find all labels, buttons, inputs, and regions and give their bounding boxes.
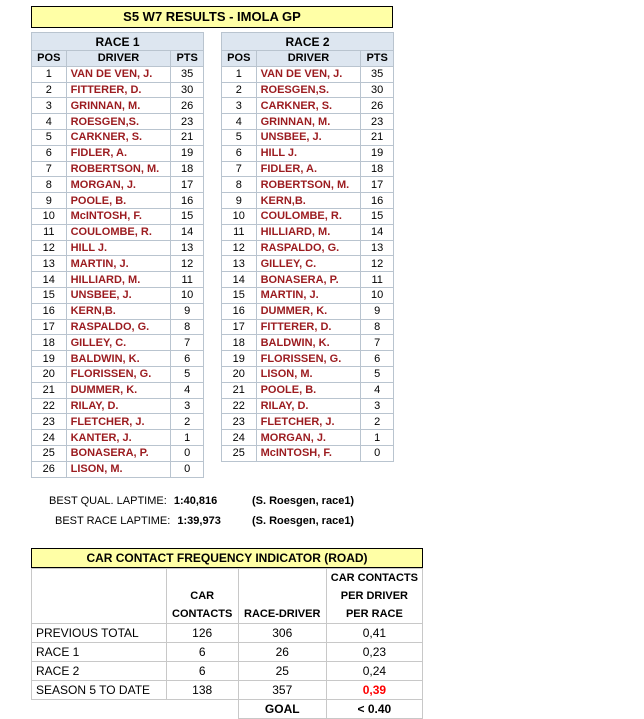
position-cell: 9: [32, 193, 67, 209]
position-cell: 15: [222, 287, 257, 303]
ccfi-race-driver: 306: [238, 624, 326, 643]
table-row: [32, 287, 204, 303]
ccfi-row-label: PREVIOUS TOTAL: [32, 624, 167, 643]
driver-cell: UNSBEE, J.: [66, 287, 171, 303]
ccfi-ratio: 0,23: [326, 643, 422, 662]
points-cell: 3: [171, 398, 204, 414]
driver-cell: ROESGEN,S.: [66, 114, 171, 130]
table-row: [32, 66, 204, 82]
points-cell: 12: [171, 256, 204, 272]
points-cell: 17: [361, 177, 394, 193]
table-row: [32, 224, 204, 240]
points-cell: 13: [171, 240, 204, 256]
points-cell: 26: [171, 98, 204, 114]
driver-cell: HILL J.: [256, 145, 361, 161]
ccfi-header-per-race: CAR CONTACTS PER DRIVER PER RACE: [326, 569, 422, 624]
position-cell: 20: [32, 366, 67, 382]
ccfi-race-driver: 26: [238, 643, 326, 662]
points-cell: 16: [361, 193, 394, 209]
driver-cell: VAN DE VEN, J.: [256, 66, 361, 82]
driver-cell: BONASERA, P.: [66, 445, 171, 461]
points-cell: 6: [361, 351, 394, 367]
driver-cell: DUMMER, K.: [256, 303, 361, 319]
points-cell: 9: [171, 303, 204, 319]
position-cell: 6: [32, 145, 67, 161]
position-cell: 4: [222, 114, 257, 130]
points-cell: 11: [171, 272, 204, 288]
ccfi-header-contacts: CAR CONTACTS: [166, 569, 238, 624]
driver-cell: ROBERTSON, M.: [256, 177, 361, 193]
position-cell: 4: [32, 114, 67, 130]
driver-cell: FLORISSEN, G.: [66, 366, 171, 382]
points-cell: 6: [171, 351, 204, 367]
table-row: [32, 430, 204, 446]
table-row: [32, 398, 204, 414]
race1-header-pts: PTS: [171, 51, 204, 67]
table-row: [32, 193, 204, 209]
points-cell: 14: [171, 224, 204, 240]
ccfi-contacts: 6: [166, 662, 238, 681]
table-row: [32, 272, 204, 288]
points-cell: 30: [361, 82, 394, 98]
table-row: [222, 319, 394, 335]
points-cell: 17: [171, 177, 204, 193]
table-row: [222, 430, 394, 446]
driver-cell: FLETCHER, J.: [256, 414, 361, 430]
position-cell: 19: [222, 351, 257, 367]
ccfi-row: [32, 624, 423, 643]
ccfi-ratio: 0,24: [326, 662, 422, 681]
table-row: [32, 303, 204, 319]
driver-cell: COULOMBE, R.: [256, 208, 361, 224]
driver-cell: GILLEY, C.: [66, 335, 171, 351]
position-cell: 23: [32, 414, 67, 430]
position-cell: 16: [222, 303, 257, 319]
points-cell: 18: [171, 161, 204, 177]
position-cell: 5: [32, 129, 67, 145]
position-cell: 2: [32, 82, 67, 98]
table-row: [32, 256, 204, 272]
ccfi-header-race-driver: RACE-DRIVER: [238, 569, 326, 624]
points-cell: 18: [361, 161, 394, 177]
table-row: [222, 177, 394, 193]
table-row: [222, 303, 394, 319]
position-cell: 24: [222, 430, 257, 446]
driver-cell: KERN,B.: [256, 193, 361, 209]
table-row: [222, 161, 394, 177]
position-cell: 21: [222, 382, 257, 398]
driver-cell: RILAY, D.: [256, 398, 361, 414]
race2-header-pts: PTS: [361, 51, 394, 67]
points-cell: 4: [361, 382, 394, 398]
table-row: [222, 445, 394, 461]
ccfi-row-label: RACE 1: [32, 643, 167, 662]
position-cell: 22: [32, 398, 67, 414]
position-cell: 2: [222, 82, 257, 98]
position-cell: 1: [222, 66, 257, 82]
position-cell: 19: [32, 351, 67, 367]
points-cell: 15: [171, 208, 204, 224]
points-cell: 19: [361, 145, 394, 161]
ccfi-contacts: 126: [166, 624, 238, 643]
position-cell: 21: [32, 382, 67, 398]
position-cell: 10: [32, 208, 67, 224]
position-cell: 13: [222, 256, 257, 272]
table-row: [222, 145, 394, 161]
ccfi-table: [31, 568, 423, 719]
ccfi-race-driver: 25: [238, 662, 326, 681]
ccfi-ratio: 0,39: [326, 681, 422, 700]
position-cell: 3: [32, 98, 67, 114]
ccfi-row: [32, 681, 423, 700]
points-cell: 23: [171, 114, 204, 130]
points-cell: 3: [361, 398, 394, 414]
table-row: [222, 224, 394, 240]
points-cell: 10: [361, 287, 394, 303]
table-row: [32, 335, 204, 351]
position-cell: 25: [32, 445, 67, 461]
table-row: [222, 82, 394, 98]
driver-cell: GILLEY, C.: [256, 256, 361, 272]
table-row: [222, 398, 394, 414]
table-row: [222, 66, 394, 82]
driver-cell: LISON, M.: [66, 461, 171, 477]
position-cell: 15: [32, 287, 67, 303]
points-cell: 0: [171, 445, 204, 461]
points-cell: 26: [361, 98, 394, 114]
table-row: [222, 256, 394, 272]
table-row: [222, 351, 394, 367]
driver-cell: GRINNAN, M.: [66, 98, 171, 114]
table-row: [222, 382, 394, 398]
ccfi-row: [32, 643, 423, 662]
table-row: [222, 335, 394, 351]
points-cell: 13: [361, 240, 394, 256]
position-cell: 24: [32, 430, 67, 446]
driver-cell: CARKNER, S.: [66, 129, 171, 145]
points-cell: 1: [361, 430, 394, 446]
position-cell: 26: [32, 461, 67, 477]
table-row: [32, 382, 204, 398]
best-qual-label: BEST QUAL. LAPTIME:: [49, 495, 167, 507]
driver-cell: McINTOSH, F.: [66, 208, 171, 224]
table-row: [222, 272, 394, 288]
driver-cell: FIDLER, A.: [66, 145, 171, 161]
position-cell: 12: [222, 240, 257, 256]
best-qual-driver: (S. Roesgen, race1): [252, 495, 355, 507]
position-cell: 23: [222, 414, 257, 430]
points-cell: 16: [171, 193, 204, 209]
table-row: [32, 129, 204, 145]
driver-cell: BALDWIN, K.: [66, 351, 171, 367]
best-qual-laptime: [49, 495, 217, 507]
position-cell: 18: [222, 335, 257, 351]
race1-results-table: [31, 32, 204, 478]
driver-cell: KERN,B.: [66, 303, 171, 319]
table-row: [32, 177, 204, 193]
table-row: [32, 414, 204, 430]
page-title: S5 W7 RESULTS - IMOLA GP: [31, 6, 393, 28]
ccfi-goal-label: GOAL: [238, 700, 326, 719]
ccfi-header-blank: [32, 569, 167, 624]
driver-cell: HILLIARD, M.: [256, 224, 361, 240]
driver-cell: DUMMER, K.: [66, 382, 171, 398]
position-cell: 12: [32, 240, 67, 256]
points-cell: 15: [361, 208, 394, 224]
points-cell: 14: [361, 224, 394, 240]
driver-cell: RASPALDO, G.: [256, 240, 361, 256]
position-cell: 18: [32, 335, 67, 351]
table-row: [32, 240, 204, 256]
driver-cell: VAN DE VEN, J.: [66, 66, 171, 82]
driver-cell: RILAY, D.: [66, 398, 171, 414]
points-cell: 30: [171, 82, 204, 98]
points-cell: 10: [171, 287, 204, 303]
position-cell: 13: [32, 256, 67, 272]
table-row: [222, 114, 394, 130]
table-row: [32, 145, 204, 161]
race2-header-pos: POS: [222, 51, 257, 67]
driver-cell: FLORISSEN, G.: [256, 351, 361, 367]
position-cell: 16: [32, 303, 67, 319]
points-cell: 8: [361, 319, 394, 335]
table-row: [32, 82, 204, 98]
driver-cell: MARTIN, J.: [256, 287, 361, 303]
points-cell: 19: [171, 145, 204, 161]
table-row: [222, 129, 394, 145]
driver-cell: COULOMBE, R.: [66, 224, 171, 240]
race1-header-driver: DRIVER: [66, 51, 171, 67]
table-row: [222, 193, 394, 209]
table-row: [222, 366, 394, 382]
table-row: [222, 98, 394, 114]
driver-cell: HILL J.: [66, 240, 171, 256]
points-cell: 0: [171, 461, 204, 477]
ccfi-row-label: SEASON 5 TO DATE: [32, 681, 167, 700]
position-cell: 17: [32, 319, 67, 335]
ccfi-title: CAR CONTACT FREQUENCY INDICATOR (ROAD): [31, 548, 423, 568]
driver-cell: MARTIN, J.: [66, 256, 171, 272]
driver-cell: FIDLER, A.: [256, 161, 361, 177]
table-row: [32, 319, 204, 335]
position-cell: 10: [222, 208, 257, 224]
best-race-driver: (S. Roesgen, race1): [252, 515, 355, 527]
table-row: [32, 208, 204, 224]
driver-cell: MORGAN, J.: [256, 430, 361, 446]
position-cell: 8: [222, 177, 257, 193]
points-cell: 4: [171, 382, 204, 398]
table-row: [32, 445, 204, 461]
position-cell: 1: [32, 66, 67, 82]
best-race-laptime: [55, 515, 221, 527]
driver-cell: FITTERER, D.: [66, 82, 171, 98]
table-row: [32, 351, 204, 367]
driver-cell: BONASERA, P.: [256, 272, 361, 288]
driver-cell: CARKNER, S.: [256, 98, 361, 114]
table-row: [222, 414, 394, 430]
points-cell: 35: [171, 66, 204, 82]
ccfi-race-driver: 357: [238, 681, 326, 700]
driver-cell: UNSBEE, J.: [256, 129, 361, 145]
points-cell: 11: [361, 272, 394, 288]
driver-cell: GRINNAN, M.: [256, 114, 361, 130]
points-cell: 35: [361, 66, 394, 82]
driver-cell: MORGAN, J.: [66, 177, 171, 193]
points-cell: 21: [361, 129, 394, 145]
points-cell: 0: [361, 445, 394, 461]
points-cell: 8: [171, 319, 204, 335]
driver-cell: RASPALDO, G.: [66, 319, 171, 335]
position-cell: 22: [222, 398, 257, 414]
table-row: [32, 366, 204, 382]
race2-header-driver: DRIVER: [256, 51, 361, 67]
position-cell: 8: [32, 177, 67, 193]
position-cell: 20: [222, 366, 257, 382]
race2-title: RACE 2: [222, 33, 394, 51]
points-cell: 7: [171, 335, 204, 351]
points-cell: 9: [361, 303, 394, 319]
position-cell: 7: [32, 161, 67, 177]
race1-header-pos: POS: [32, 51, 67, 67]
driver-cell: BALDWIN, K.: [256, 335, 361, 351]
ccfi-row: [32, 662, 423, 681]
points-cell: 12: [361, 256, 394, 272]
position-cell: 25: [222, 445, 257, 461]
position-cell: 3: [222, 98, 257, 114]
table-row: [32, 114, 204, 130]
driver-cell: ROBERTSON, M.: [66, 161, 171, 177]
ccfi-row-label: RACE 2: [32, 662, 167, 681]
position-cell: 14: [222, 272, 257, 288]
best-race-label: BEST RACE LAPTIME:: [55, 515, 171, 527]
ccfi-contacts: 6: [166, 643, 238, 662]
position-cell: 9: [222, 193, 257, 209]
position-cell: 11: [32, 224, 67, 240]
best-qual-time: 1:40,816: [173, 495, 218, 507]
points-cell: 2: [361, 414, 394, 430]
points-cell: 7: [361, 335, 394, 351]
points-cell: 1: [171, 430, 204, 446]
table-row: [32, 161, 204, 177]
table-row: [32, 98, 204, 114]
ccfi-ratio: 0,41: [326, 624, 422, 643]
table-row: [222, 240, 394, 256]
position-cell: 5: [222, 129, 257, 145]
table-row: [222, 287, 394, 303]
points-cell: 23: [361, 114, 394, 130]
driver-cell: KANTER, J.: [66, 430, 171, 446]
ccfi-contacts: 138: [166, 681, 238, 700]
table-row: [32, 461, 204, 477]
driver-cell: POOLE, B.: [256, 382, 361, 398]
position-cell: 14: [32, 272, 67, 288]
position-cell: 6: [222, 145, 257, 161]
driver-cell: FITTERER, D.: [256, 319, 361, 335]
driver-cell: POOLE, B.: [66, 193, 171, 209]
points-cell: 2: [171, 414, 204, 430]
table-row: [222, 208, 394, 224]
ccfi-goal-value: < 0.40: [326, 700, 422, 719]
position-cell: 7: [222, 161, 257, 177]
points-cell: 21: [171, 129, 204, 145]
race2-results-table: [221, 32, 394, 462]
points-cell: 5: [171, 366, 204, 382]
points-cell: 5: [361, 366, 394, 382]
driver-cell: HILLIARD, M.: [66, 272, 171, 288]
driver-cell: ROESGEN,S.: [256, 82, 361, 98]
driver-cell: McINTOSH, F.: [256, 445, 361, 461]
race1-title: RACE 1: [32, 33, 204, 51]
position-cell: 11: [222, 224, 257, 240]
driver-cell: LISON, M.: [256, 366, 361, 382]
driver-cell: FLETCHER, J.: [66, 414, 171, 430]
position-cell: 17: [222, 319, 257, 335]
best-race-time: 1:39,973: [177, 515, 221, 527]
